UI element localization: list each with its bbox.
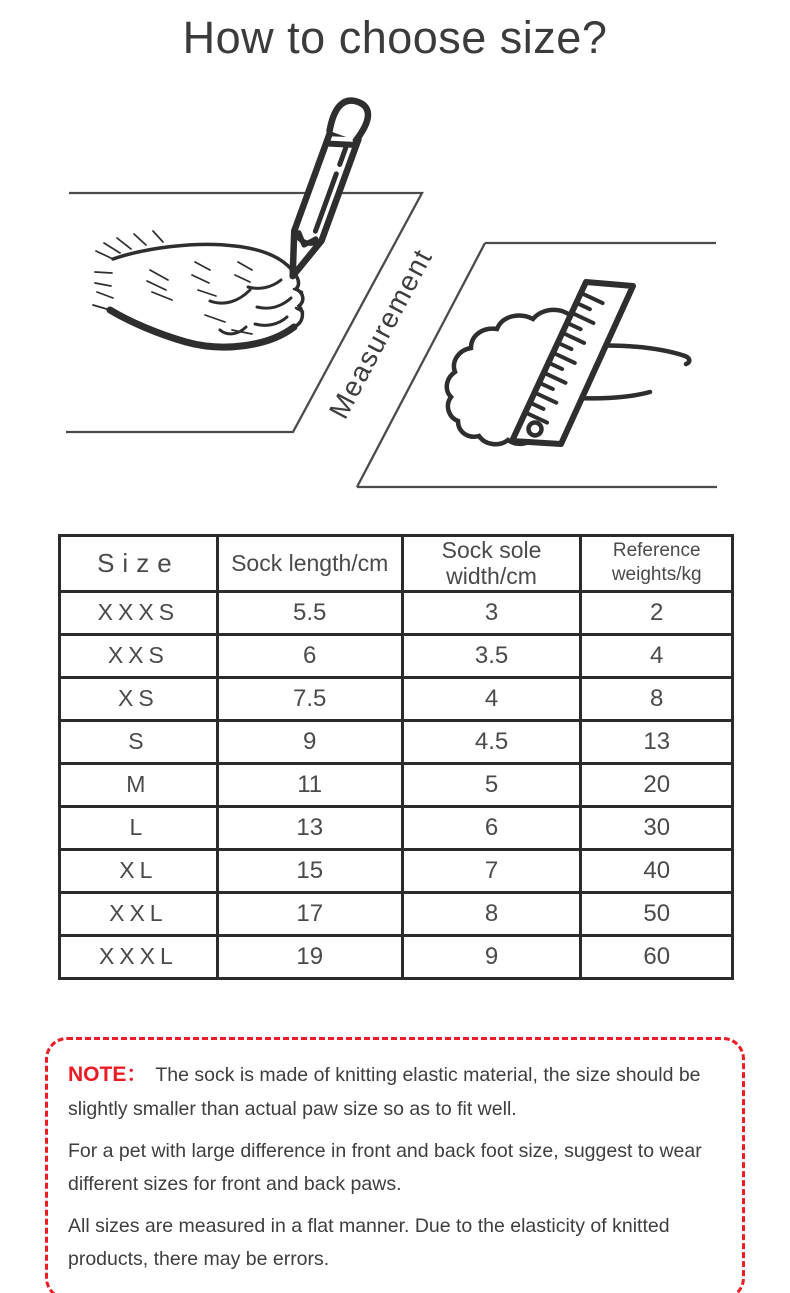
weight-cell: 8 [581, 677, 733, 720]
length-cell: 15 [217, 849, 402, 892]
column-header-length: Sock length/cm [217, 536, 402, 592]
size-table-header [60, 536, 733, 592]
weight-cell: 13 [581, 720, 733, 763]
note-box [45, 1037, 745, 1293]
length-cell: 13 [217, 806, 402, 849]
note-label: NOTE： [68, 1063, 148, 1086]
length-cell: 11 [217, 763, 402, 806]
width-cell: 4 [402, 677, 581, 720]
dog-paw-icon [93, 231, 303, 347]
weight-cell: 40 [581, 849, 733, 892]
table-row [60, 935, 733, 978]
note-paragraph: For a pet with large difference in front and back foot size, suggest to wear different sizes for front and back paws. [68, 1139, 702, 1196]
column-header-size: Size [60, 536, 218, 592]
weight-cell: 20 [581, 763, 733, 806]
table-row [60, 806, 733, 849]
size-cell: S [60, 720, 218, 763]
size-cell: M [60, 763, 218, 806]
width-cell: 3.5 [402, 634, 581, 677]
size-cell: L [60, 806, 218, 849]
measurement-label: Measurement [322, 243, 439, 424]
note-paragraph [68, 1057, 720, 1127]
width-cell: 6 [402, 806, 581, 849]
width-cell: 9 [402, 935, 581, 978]
pencil-icon [277, 96, 372, 282]
table-row [60, 677, 733, 720]
length-cell: 19 [217, 935, 402, 978]
measurement-illustration [0, 0, 790, 530]
length-cell: 17 [217, 892, 402, 935]
table-row [60, 720, 733, 763]
page-title: How to choose size? [182, 12, 608, 63]
weight-cell: 60 [581, 935, 733, 978]
size-cell: XS [60, 677, 218, 720]
table-row [60, 634, 733, 677]
size-cell: XXXL [60, 935, 218, 978]
size-cell: XL [60, 849, 218, 892]
weight-cell: 4 [581, 634, 733, 677]
table-row [60, 591, 733, 634]
length-cell: 9 [217, 720, 402, 763]
size-table [58, 534, 734, 980]
width-cell: 4.5 [402, 720, 581, 763]
size-cell: XXXS [60, 591, 218, 634]
width-cell: 8 [402, 892, 581, 935]
width-cell: 5 [402, 763, 581, 806]
weight-cell: 50 [581, 892, 733, 935]
weight-cell: 2 [581, 591, 733, 634]
length-cell: 5.5 [217, 591, 402, 634]
note-text: The sock is made of knitting elastic material, the size should be slightly smaller than actual paw size so as to fit well. [68, 1064, 701, 1121]
column-header-width: Sock sole width/cm [402, 536, 581, 592]
note-paragraph: All sizes are measured in a flat manner. Due to the elasticity of knitted products, there may be errors. [68, 1214, 670, 1271]
table-row [60, 892, 733, 935]
table-row [60, 763, 733, 806]
width-cell: 3 [402, 591, 581, 634]
table-row [60, 849, 733, 892]
length-cell: 7.5 [217, 677, 402, 720]
weight-cell: 30 [581, 806, 733, 849]
size-cell: XXS [60, 634, 218, 677]
table-header-row [60, 536, 733, 592]
ruler-icon [512, 282, 633, 444]
width-cell: 7 [402, 849, 581, 892]
size-cell: XXL [60, 892, 218, 935]
column-header-weight: Reference weights/kg [581, 536, 733, 592]
length-cell: 6 [217, 634, 402, 677]
